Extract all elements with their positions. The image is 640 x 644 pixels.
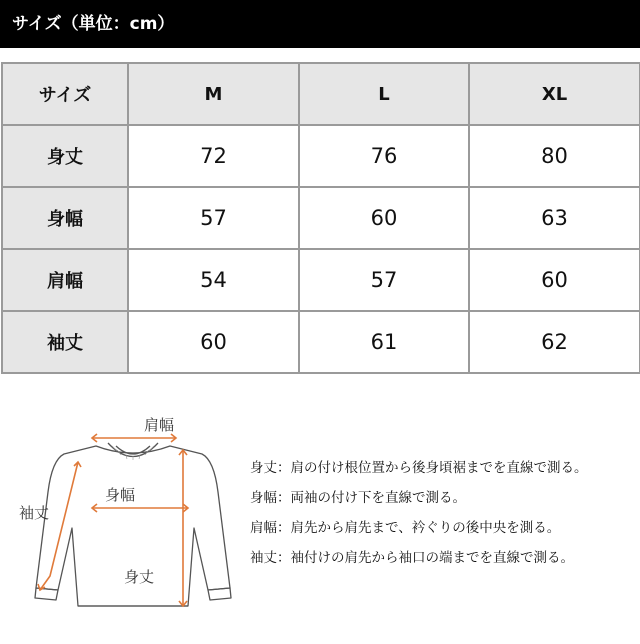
label-body-width: 身幅 [105,486,136,504]
table-cell: 72 [128,125,299,187]
page-header [0,0,640,48]
measurement-descriptions [250,458,640,578]
description-length: 身丈：肩の付け根位置から後身頃裾までを直線で測る。 [250,460,588,476]
row-label-width: 身幅 [2,187,128,249]
description-width: 身幅：両袖の付け下を直線で測る。 [250,490,466,506]
row-label-sleeve: 袖丈 [2,311,128,373]
table-row [2,249,640,311]
table-cell: 63 [469,187,640,249]
table-cell: 60 [128,311,299,373]
table-cell: 57 [128,187,299,249]
row-label-shoulder: 肩幅 [2,249,128,311]
description-sleeve: 袖丈：袖付けの肩先から袖口の端までを直線で測る。 [250,550,574,566]
table-cell: 60 [299,187,469,249]
size-table [1,62,640,374]
table-row [2,125,640,187]
table-header-row [2,63,640,125]
label-sleeve-length: 袖丈 [19,504,50,522]
label-body-length: 身丈 [124,568,155,586]
table-row [2,311,640,373]
description-shoulder: 肩幅：肩先から肩先まで、衿ぐりの後中央を測る。 [250,520,561,536]
table-cell: 62 [469,311,640,373]
row-label-length: 身丈 [2,125,128,187]
measurement-diagram [0,400,250,640]
header-cell-m: M [128,63,299,125]
header-cell-size: サイズ [2,63,128,125]
table-row [2,187,640,249]
table-cell: 61 [299,311,469,373]
table-cell: 57 [299,249,469,311]
table-cell: 60 [469,249,640,311]
header-cell-xl: XL [469,63,640,125]
table-cell: 76 [299,125,469,187]
table-cell: 80 [469,125,640,187]
table-cell: 54 [128,249,299,311]
header-cell-l: L [299,63,469,125]
label-shoulder-width: 肩幅 [144,416,175,434]
page-title: サイズ（単位：cm） [12,14,175,34]
